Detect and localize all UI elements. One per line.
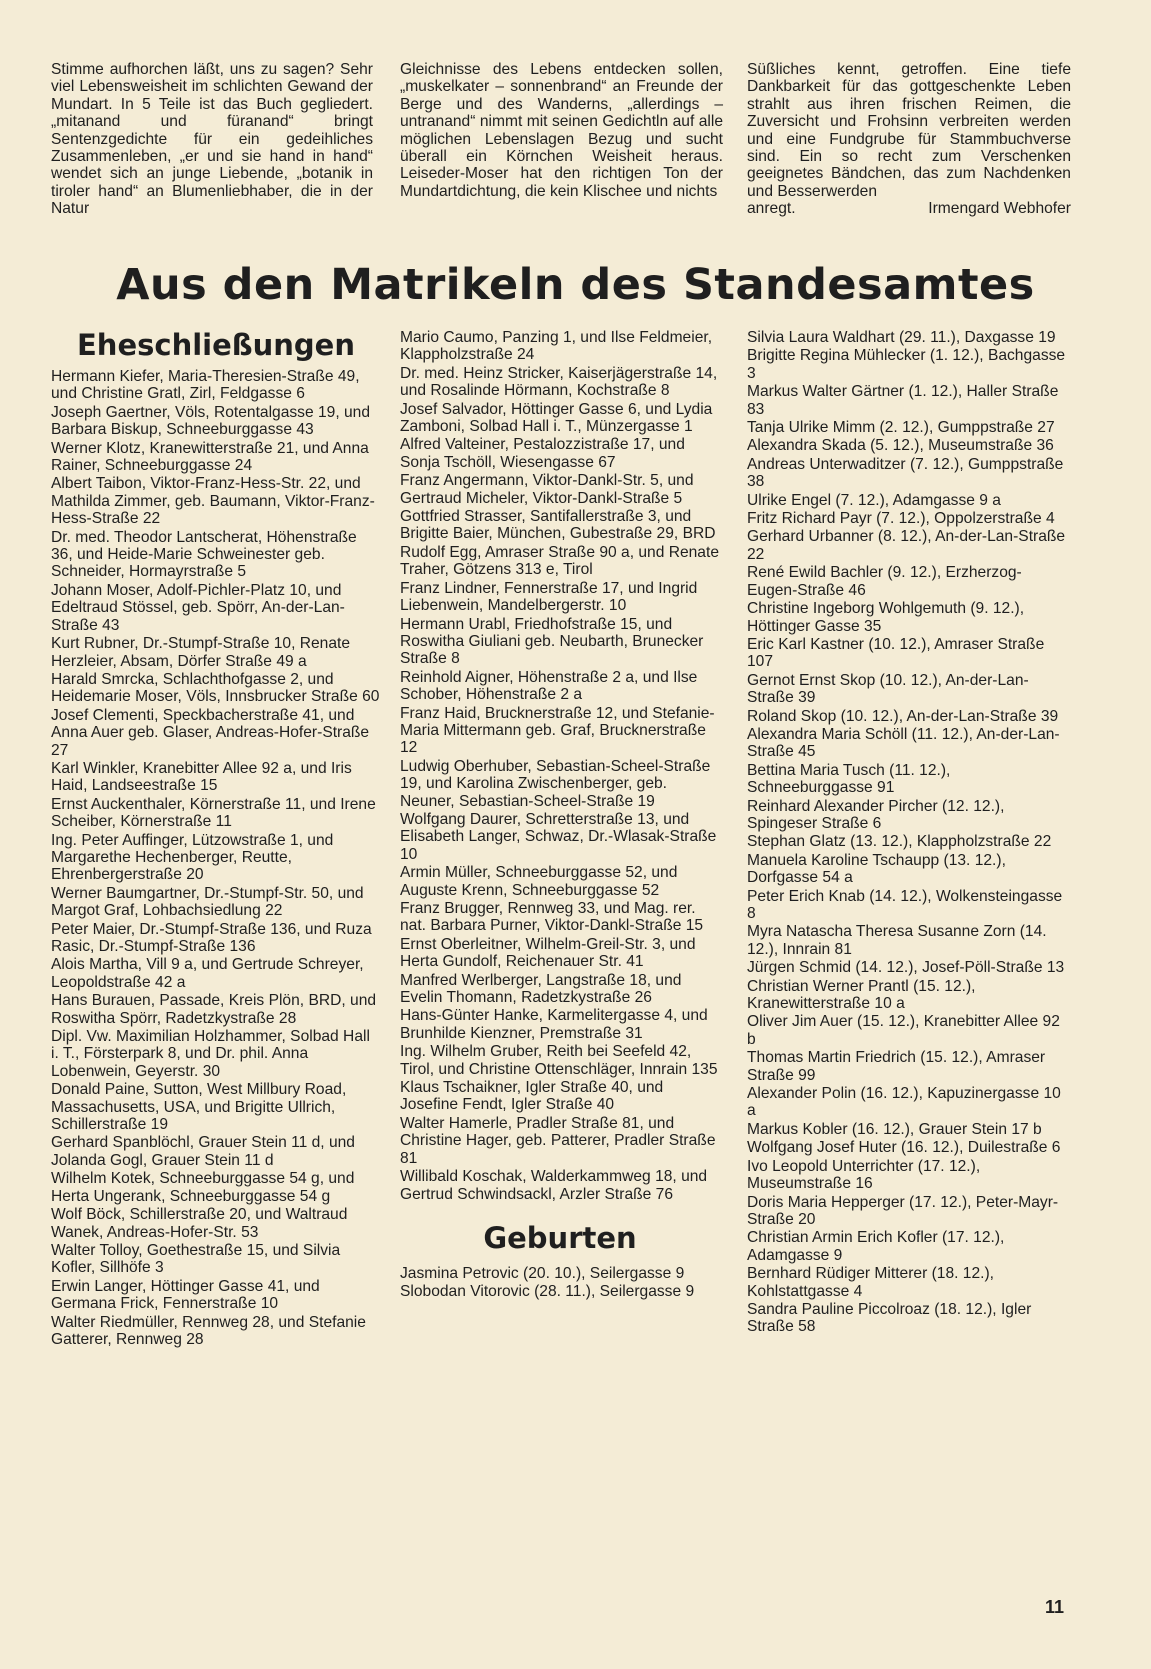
marriage-entry: Reinhold Aigner, Höhenstraße 2 a, und Ilse Schober, Höhenstraße 2 a [400, 668, 698, 704]
birth-entry: Ulrike Engel (7. 12.), Adamgasse 9 a [747, 491, 1001, 509]
marriage-entry: Wolf Böck, Schillerstraße 20, und Waltraud Wanek, Andreas-Hofer-Str. 53 [51, 1206, 348, 1241]
birth-entry: Bernhard Rüdiger Mitterer (18. 12.), Kohlstattgasse 4 [747, 1265, 995, 1300]
marriage-entry: Franz Angermann, Viktor-Dankl-Str. 5, und Gertraud Micheler, Viktor-Dankl-Straße 5 [400, 472, 694, 507]
marriage-entry: Hans-Günter Hanke, Karmelitergasse 4, und Brunhilde Kienzner, Premstraße 31 [400, 1007, 708, 1042]
birth-entry: Manuela Karoline Tschaupp (13. 12.), Dorfgasse 54 a [747, 851, 1006, 887]
signature-line [747, 200, 1071, 217]
intro-text-1: Stimme aufhorchen läßt, uns zu sagen? Sehr viel Lebensweisheit im schlichten Gewand der Mundart. In 5 Teile ist das Buch gegliedert. „mitanand und füranand“ bringt Sentenzgedichte für ein gedeihliches Zusammenleben, „er und sie hand in hand“ wendet sich an junge Liebende, „botanik in tiroler hand“ an Blumenliebhaber, die in der Natur [51, 61, 373, 218]
birth-entry: Gernot Ernst Skop (10. 12.), An-der-Lan-Straße 39 [747, 671, 1029, 707]
intro-column-1 [51, 61, 373, 218]
birth-entry: Sandra Pauline Piccolroaz (18. 12.), Igler Straße 58 [747, 1300, 1032, 1336]
birth-entry: Thomas Martin Friedrich (15. 12.), Amraser Straße 99 [747, 1049, 1046, 1084]
marriage-entry: Rudolf Egg, Amraser Straße 90 a, und Renate Traher, Götzens 313 e, Tirol [400, 543, 719, 579]
marriage-entry: Armin Müller, Schneeburggasse 52, und Auguste Krenn, Schneeburggasse 52 [400, 864, 678, 899]
marriage-entry: Albert Taibon, Viktor-Franz-Hess-Str. 22, und Mathilda Zimmer, geb. Baumann, Viktor-Franz-Hess-Straße 22 [51, 475, 375, 528]
births-heading: Geburten [483, 1220, 637, 1255]
intro-text-3: Süßliches kennt, getroffen. Eine tiefe Dankbarkeit für das gottgeschenkte Leben strahlt aus ihren frischen Reimen, die Zuversicht und Frohsinn verbreiten werden und eine Fundgrube für Stammbuchverse sind. Ein so recht zum Verschenken geeignetes Bändchen, das zum Nachdenken und Besserwerden [747, 61, 1071, 200]
birth-list-2 [747, 329, 1071, 1336]
marriage-entry: Hermann Urabl, Friedhofstraße 15, und Roswitha Giuliani geb. Neubarth, Brunecker Straße 8 [400, 615, 704, 668]
birth-entry: Bettina Maria Tusch (11. 12.), Schneeburggasse 91 [747, 761, 951, 797]
intro-column-3 [747, 61, 1071, 218]
marriage-entry: Alfred Valteiner, Pestalozzistraße 17, und Sonja Tschöll, Wiesengasse 67 [400, 436, 685, 471]
birth-entry: Stephan Glatz (13. 12.), Klappholzstraße 22 [747, 833, 1052, 851]
birth-entry: Jasmina Petrovic (20. 10.), Seilergasse 9 [400, 1264, 685, 1282]
marriage-entry: Dr. med. Theodor Lantscherat, Höhenstraße 36, und Heide-Marie Schweinester geb. Schneider, Hormayrstraße 5 [51, 528, 357, 581]
marriage-entry: Walter Tolloy, Goethestraße 15, und Silvia Kofler, Sillhöfe 3 [51, 1241, 341, 1277]
marriage-entry: Harald Smrcka, Schlachthofgasse 2, und Heidemarie Moser, Völs, Innsbrucker Straße 60 [51, 670, 380, 706]
marriage-entry: Gerhard Spanblöchl, Grauer Stein 11 d, und Jolanda Gogl, Grauer Stein 11 d [51, 1134, 355, 1169]
marriage-entry: Peter Maier, Dr.-Stumpf-Straße 136, und Ruza Rasic, Dr.-Stumpf-Straße 136 [51, 920, 372, 955]
marriage-entry: Hermann Kiefer, Maria-Theresien-Straße 49, und Christine Gratl, Zirl, Feldgasse 6 [51, 368, 360, 403]
marriage-entry: Franz Haid, Brucknerstraße 12, und Stefanie-Maria Mittermann geb. Graf, Brucknerstraße 12 [400, 704, 715, 757]
birth-entry: Jürgen Schmid (14. 12.), Josef-Pöll-Straße 13 [747, 959, 1065, 977]
birth-entry: Fritz Richard Payr (7. 12.), Oppolzerstraße 4 [747, 510, 1055, 528]
birth-entry: Ivo Leopold Unterrichter (17. 12.), Museumstraße 16 [747, 1157, 981, 1193]
birth-entry: Wolfgang Josef Huter (16. 12.), Duilestraße 6 [747, 1139, 1061, 1157]
birth-entry: Alexandra Maria Schöll (11. 12.), An-der-Lan-Straße 45 [747, 725, 1060, 761]
birth-entry: Alexander Polin (16. 12.), Kapuzinergasse 10 a [747, 1085, 1061, 1120]
birth-entry: Christian Werner Prantl (15. 12.), Kranewitterstraße 10 a [747, 977, 976, 1013]
marriage-entry: Werner Klotz, Kranewitterstraße 21, und Anna Rainer, Schneeburggasse 24 [51, 439, 369, 475]
marriage-entry: Walter Hamerle, Pradler Straße 81, und Christine Hager, geb. Patterer, Pradler Straße 81 [400, 1114, 716, 1167]
birth-entry: Reinhard Alexander Pircher (12. 12.), Spingeser Straße 6 [747, 797, 1005, 832]
birth-entry: Christine Ingeborg Wohlgemuth (9. 12.), Höttinger Gasse 35 [747, 600, 1025, 635]
birth-entry: Slobodan Vitorovic (28. 11.), Seilergasse 9 [400, 1283, 695, 1301]
marriage-entry: Franz Lindner, Fennerstraße 17, und Ingrid Liebenwein, Mandelbergerstr. 10 [400, 579, 698, 615]
birth-entry: Christian Armin Erich Kofler (17. 12.), Adamgasse 9 [747, 1229, 1005, 1264]
birth-entry: Gerhard Urbanner (8. 12.), An-der-Lan-Straße 22 [747, 528, 1066, 563]
marriage-entry: Erwin Langer, Höttinger Gasse 41, und Germana Frick, Fennerstraße 10 [51, 1277, 320, 1313]
marriage-entry: Alois Martha, Vill 9 a, und Gertrude Schreyer, Leopoldstraße 42 a [51, 956, 364, 991]
marriage-entry: Kurt Rubner, Dr.-Stumpf-Straße 10, Renate Herzleier, Absam, Dörfer Straße 49 a [51, 635, 351, 670]
birth-entry: Brigitte Regina Mühlecker (1. 12.), Bachgasse 3 [747, 347, 1066, 382]
marriage-entry: Mario Caumo, Panzing 1, und Ilse Feldmeier, Klappholzstraße 24 [400, 329, 713, 364]
birth-entry: Alexandra Skada (5. 12.), Museumstraße 36 [747, 437, 1054, 455]
birth-entry: Oliver Jim Auer (15. 12.), Kranebitter Allee 92 b [747, 1013, 1060, 1048]
birth-entry: René Ewild Bachler (9. 12.), Erzherzog-Eugen-Straße 46 [747, 564, 1022, 599]
birth-entry: Roland Skop (10. 12.), An-der-Lan-Straße 39 [747, 707, 1059, 725]
marriage-list-1 [51, 368, 381, 1348]
birth-entry: Myra Natascha Theresa Susanne Zorn (14. 12.), Innrain 81 [747, 923, 1047, 958]
birth-entry: Markus Kobler (16. 12.), Grauer Stein 17 b [747, 1120, 1042, 1138]
marriage-entry: Johann Moser, Adolf-Pichler-Platz 10, und Edeltraud Stössel, geb. Spörr, An-der-Lan-Straße 43 [51, 581, 345, 634]
marriage-entry: Donald Paine, Sutton, West Millbury Road, Massachusetts, USA, und Brigitte Ullrich, Schillerstraße 19 [51, 1081, 347, 1134]
marriage-entry: Klaus Tschaikner, Igler Straße 40, und Josefine Fendt, Igler Straße 40 [400, 1079, 664, 1114]
marriage-entry: Josef Clementi, Speckbacherstraße 41, und Anna Auer geb. Glaser, Andreas-Hofer-Straße 27 [51, 706, 370, 759]
marriage-entry: Walter Riedmüller, Rennweg 28, und Stefanie Gatterer, Rennweg 28 [51, 1313, 366, 1348]
marriage-entry: Ing. Peter Auffinger, Lützowstraße 1, und Margarethe Hechenberger, Reutte, Ehrenbergerstraße 20 [51, 831, 334, 884]
marriage-entry: Hans Burauen, Passade, Kreis Plön, BRD, und Roswitha Spörr, Radetzkystraße 28 [51, 992, 377, 1027]
author-name: Irmengard Webhofer [928, 200, 1071, 218]
marriages-column-2 [400, 329, 720, 1302]
marriage-entry: Wilhelm Kotek, Schneeburggasse 54 g, und Herta Ungerank, Schneeburggasse 54 g [51, 1170, 355, 1205]
birth-entry: Markus Walter Gärtner (1. 12.), Haller Straße 83 [747, 383, 1059, 418]
birth-entry: Andreas Unterwaditzer (7. 12.), Gumppstraße 38 [747, 455, 1064, 491]
marriages-heading: Eheschließungen [77, 328, 355, 362]
marriage-entry: Gottfried Strasser, Santifallerstraße 3, und Brigitte Baier, München, Gubestraße 29, BRD [400, 508, 716, 543]
marriage-entry: Franz Brugger, Rennweg 33, und Mag. rer. nat. Barbara Purner, Viktor-Dankl-Straße 15 [400, 900, 704, 935]
birth-entry: Peter Erich Knab (14. 12.), Wolkensteingasse 8 [747, 887, 1063, 922]
closing-word: anregt. [747, 200, 796, 218]
birth-entry: Eric Karl Kastner (10. 12.), Amraser Straße 107 [747, 635, 1045, 671]
births-column [747, 329, 1071, 1337]
birth-list-1 [400, 1265, 720, 1301]
intro-text-2: Gleichnisse des Lebens entdecken sollen, „muskelkater – sonnenbrand“ an Freunde der Berge und des Wanderns, „allerdings – untranand“ nimmt mit seinen Gedichtln auf alle möglichen Lebenslagen Bezug und sucht überall ein Körnchen Weisheit heraus. Leiseder-Moser hat den richtigen Ton der Mundartdichtung, die kein Klischee und nichts [400, 61, 723, 200]
marriages-column-1 [51, 328, 381, 1349]
intro-column-2 [400, 61, 723, 200]
marriage-entry: Dipl. Vw. Maximilian Holzhammer, Solbad Hall i. T., Försterpark 8, und Dr. phil. Anna Lobenwein, Geyerstr. 30 [51, 1028, 370, 1080]
birth-entry: Tanja Ulrike Mimm (2. 12.), Gumppstraße 27 [747, 419, 1055, 437]
marriage-entry: Ludwig Oberhuber, Sebastian-Scheel-Straße 19, und Karolina Zwischenberger, geb. Neuner, Sebastian-Scheel-Straße 19 [400, 757, 711, 810]
marriage-entry: Dr. med. Heinz Stricker, Kaiserjägerstraße 14, und Rosalinde Hörmann, Kochstraße 8 [400, 364, 718, 400]
marriage-entry: Manfred Werlberger, Langstraße 18, und Evelin Thomann, Radetzkystraße 26 [400, 971, 682, 1007]
marriage-entry: Ing. Wilhelm Gruber, Reith bei Seefeld 42, Tirol, und Christine Ottenschläger, Innrain 135 [400, 1043, 718, 1078]
marriage-entry: Wolfgang Daurer, Schretterstraße 13, und Elisabeth Langer, Schwaz, Dr.-Wlasak-Straße 10 [400, 810, 717, 863]
marriage-entry: Werner Baumgartner, Dr.-Stumpf-Str. 50, und Margot Graf, Lohbachsiedlung 22 [51, 884, 364, 920]
marriage-entry: Ernst Oberleitner, Wilhelm-Greil-Str. 3, und Herta Gundolf, Reichenauer Str. 41 [400, 935, 696, 971]
marriage-entry: Willibald Koschak, Walderkammweg 18, und Gertrud Schwindsackl, Arzler Straße 76 [400, 1168, 708, 1203]
birth-entry: Silvia Laura Waldhart (29. 11.), Daxgasse 19 [747, 329, 1056, 346]
marriage-entry: Joseph Gaertner, Völs, Rotentalgasse 19, und Barbara Biskup, Schneeburggasse 43 [51, 403, 371, 439]
marriage-entry: Josef Salvador, Höttinger Gasse 6, und Lydia Zamboni, Solbad Hall i. T., Münzergasse 1 [400, 400, 713, 436]
page-title: Aus den Matrikeln des Standesamtes [116, 260, 1035, 310]
page-number: 11 [1045, 1597, 1065, 1617]
marriage-entry: Karl Winkler, Kranebitter Allee 92 a, und Iris Haid, Landseestraße 15 [51, 759, 352, 795]
marriage-entry: Ernst Auckenthaler, Körnerstraße 11, und Irene Scheiber, Körnerstraße 11 [51, 795, 376, 831]
birth-entry: Doris Maria Hepperger (17. 12.), Peter-Mayr-Straße 20 [747, 1193, 1059, 1228]
marriage-list-2 [400, 329, 720, 1203]
